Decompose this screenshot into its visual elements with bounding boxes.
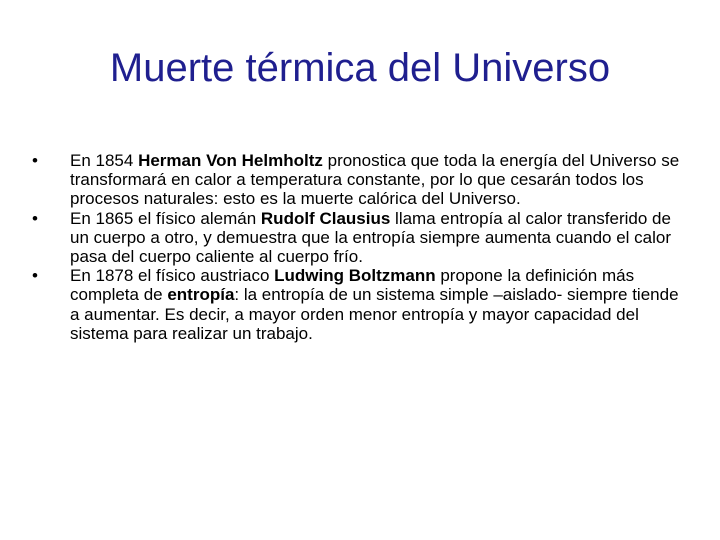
bullet-text-1-name: Herman Von Helmholtz xyxy=(138,151,323,170)
bullet-item-2 xyxy=(28,209,688,267)
bullet-text-3-part-1: En 1878 el físico austriaco xyxy=(70,266,275,286)
bullet-text-3-part-2: propone la definición más completa de xyxy=(70,266,635,305)
bullet-text-2-part-1: En 1865 el físico alemán xyxy=(70,208,261,228)
bullet-dot-icon: • xyxy=(32,151,38,170)
bullet-text-3-term: entropía xyxy=(167,285,235,305)
bullet-item-1 xyxy=(28,151,688,209)
bullet-list xyxy=(28,151,688,343)
bullet-text-1-part-2: pronostica que toda la energía del Universo se transformará en calor a temperatura constante, por lo que cesarán todos los procesos naturales: esto es la muerte calórica del Universo. xyxy=(70,151,680,209)
bullet-text-3-part-3: : la entropía de un sistema simple –aislado- siempre tiende a aumentar. Es decir, a mayor orden menor entropía y mayor capacidad del sistema para realizar un trabajo. xyxy=(70,285,679,343)
bullet-dot-icon: • xyxy=(32,266,38,286)
bullet-text-2-name: Rudolf Clausius xyxy=(260,208,391,228)
slide-title: Muerte térmica del Universo xyxy=(109,46,611,90)
bullet-text-3-name: Ludwing Boltzmann xyxy=(274,266,436,286)
bullet-text-2-part-2: llama entropía al calor transferido de un cuerpo a otro, y demuestra que la entropía siempre aumenta cuando el calor pasa del cuerpo caliente al cuerpo frío. xyxy=(70,208,672,267)
bullet-dot-icon: • xyxy=(32,208,38,228)
bullet-item-3 xyxy=(28,266,688,343)
bullet-text-1-part-1: En 1854 xyxy=(70,151,139,170)
